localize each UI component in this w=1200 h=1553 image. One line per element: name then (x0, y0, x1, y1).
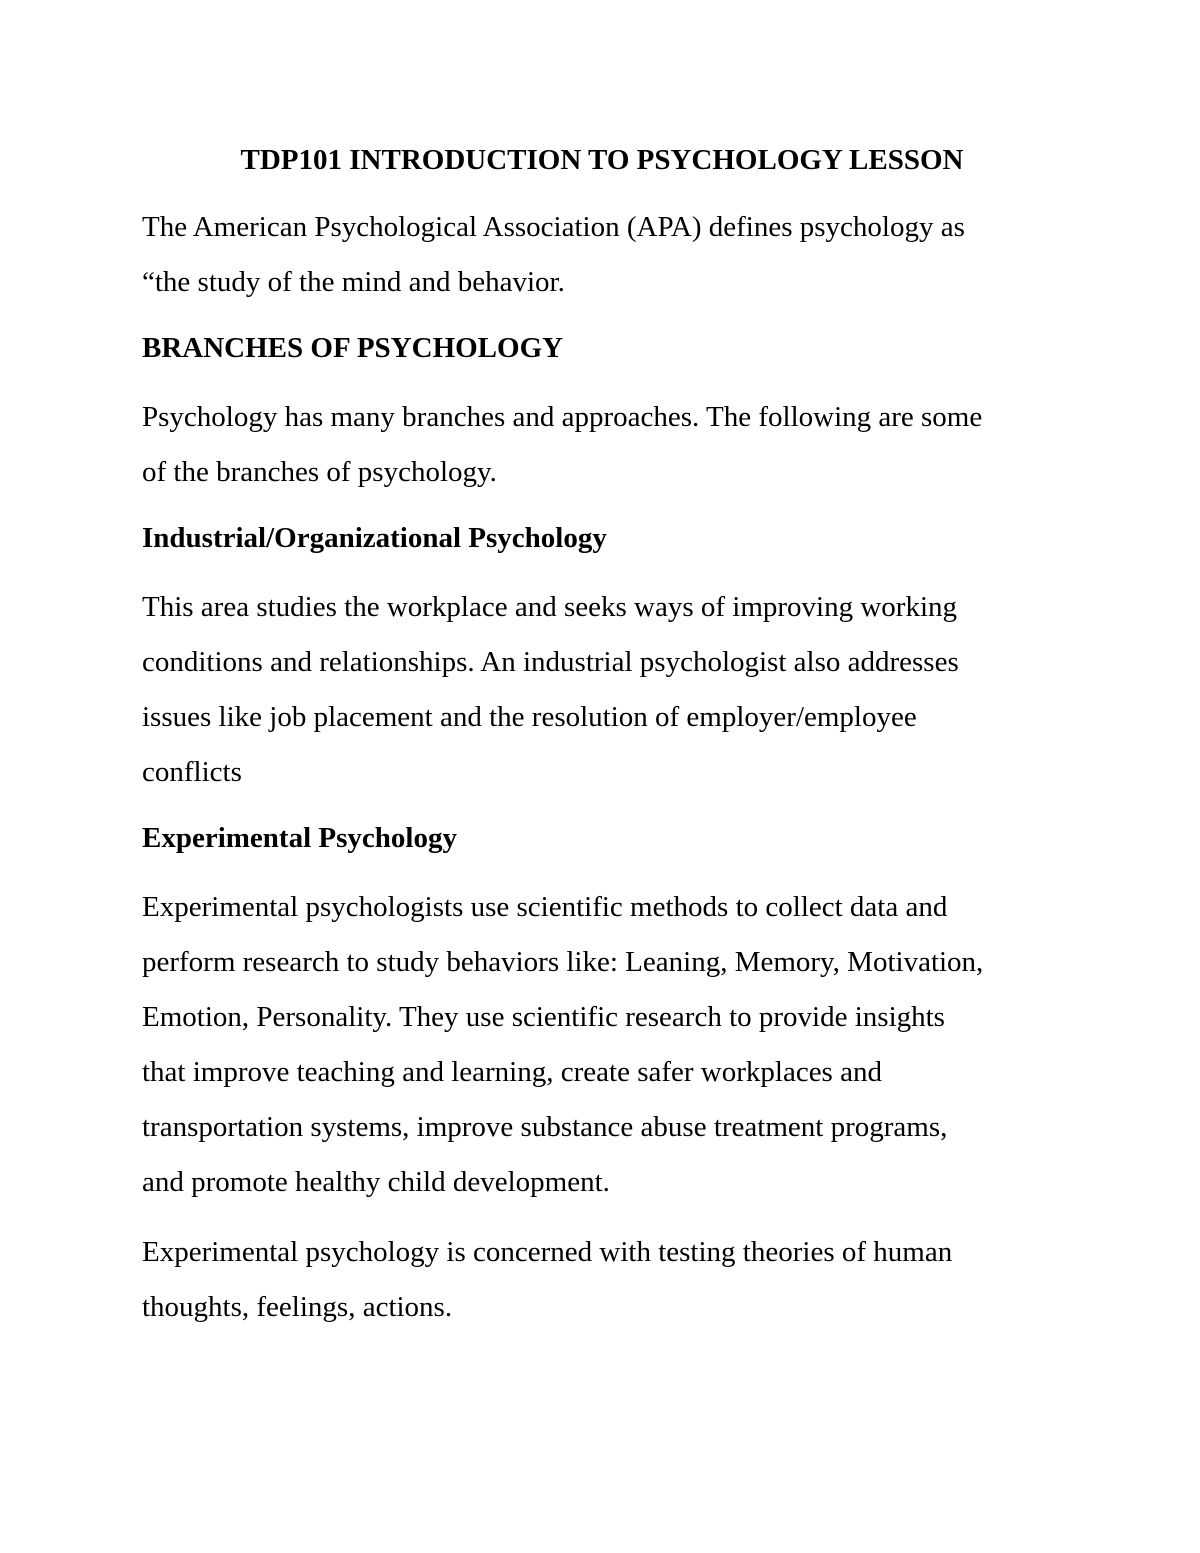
paragraph-line: conditions and relationships. An industrial psychologist also addresses (142, 646, 959, 678)
paragraph-line: “the study of the mind and behavior. (142, 266, 565, 298)
paragraph-line: of the branches of psychology. (142, 456, 497, 488)
document-body (142, 137, 1062, 1350)
branches-heading: BRANCHES OF PSYCHOLOGY (142, 332, 564, 364)
experimental-heading: Experimental Psychology (142, 822, 457, 854)
industrial-paragraph (142, 580, 1062, 800)
paragraph-line: This area studies the workplace and seeks ways of improving working (142, 591, 958, 623)
intro-paragraph (142, 200, 1062, 310)
paragraph-line: issues like job placement and the resolution of employer/employee (142, 701, 917, 733)
paragraph-line: perform research to study behaviors like: Leaning, Memory, Motivation, (142, 946, 984, 978)
experimental-paragraph-2 (142, 1225, 1062, 1335)
paragraph-line: transportation systems, improve substance abuse treatment programs, (142, 1111, 948, 1143)
industrial-heading: Industrial/Organizational Psychology (142, 522, 607, 554)
paragraph-line: The American Psychological Association (APA) defines psychology as (142, 211, 965, 243)
document-title: TDP101 INTRODUCTION TO PSYCHOLOGY LESSON (240, 144, 964, 176)
paragraph-line: Experimental psychology is concerned with testing theories of human (142, 1236, 953, 1268)
paragraph-line: Psychology has many branches and approaches. The following are some (142, 401, 983, 433)
experimental-paragraph-1 (142, 880, 1062, 1210)
paragraph-line: and promote healthy child development. (142, 1166, 610, 1198)
paragraph-line: Emotion, Personality. They use scientific research to provide insights (142, 1001, 945, 1033)
paragraph-line: that improve teaching and learning, create safer workplaces and (142, 1056, 882, 1088)
paragraph-line: Experimental psychologists use scientific methods to collect data and (142, 891, 948, 923)
branches-intro-paragraph (142, 390, 1062, 500)
paragraph-line: thoughts, feelings, actions. (142, 1291, 453, 1323)
paragraph-line: conflicts (142, 756, 242, 788)
